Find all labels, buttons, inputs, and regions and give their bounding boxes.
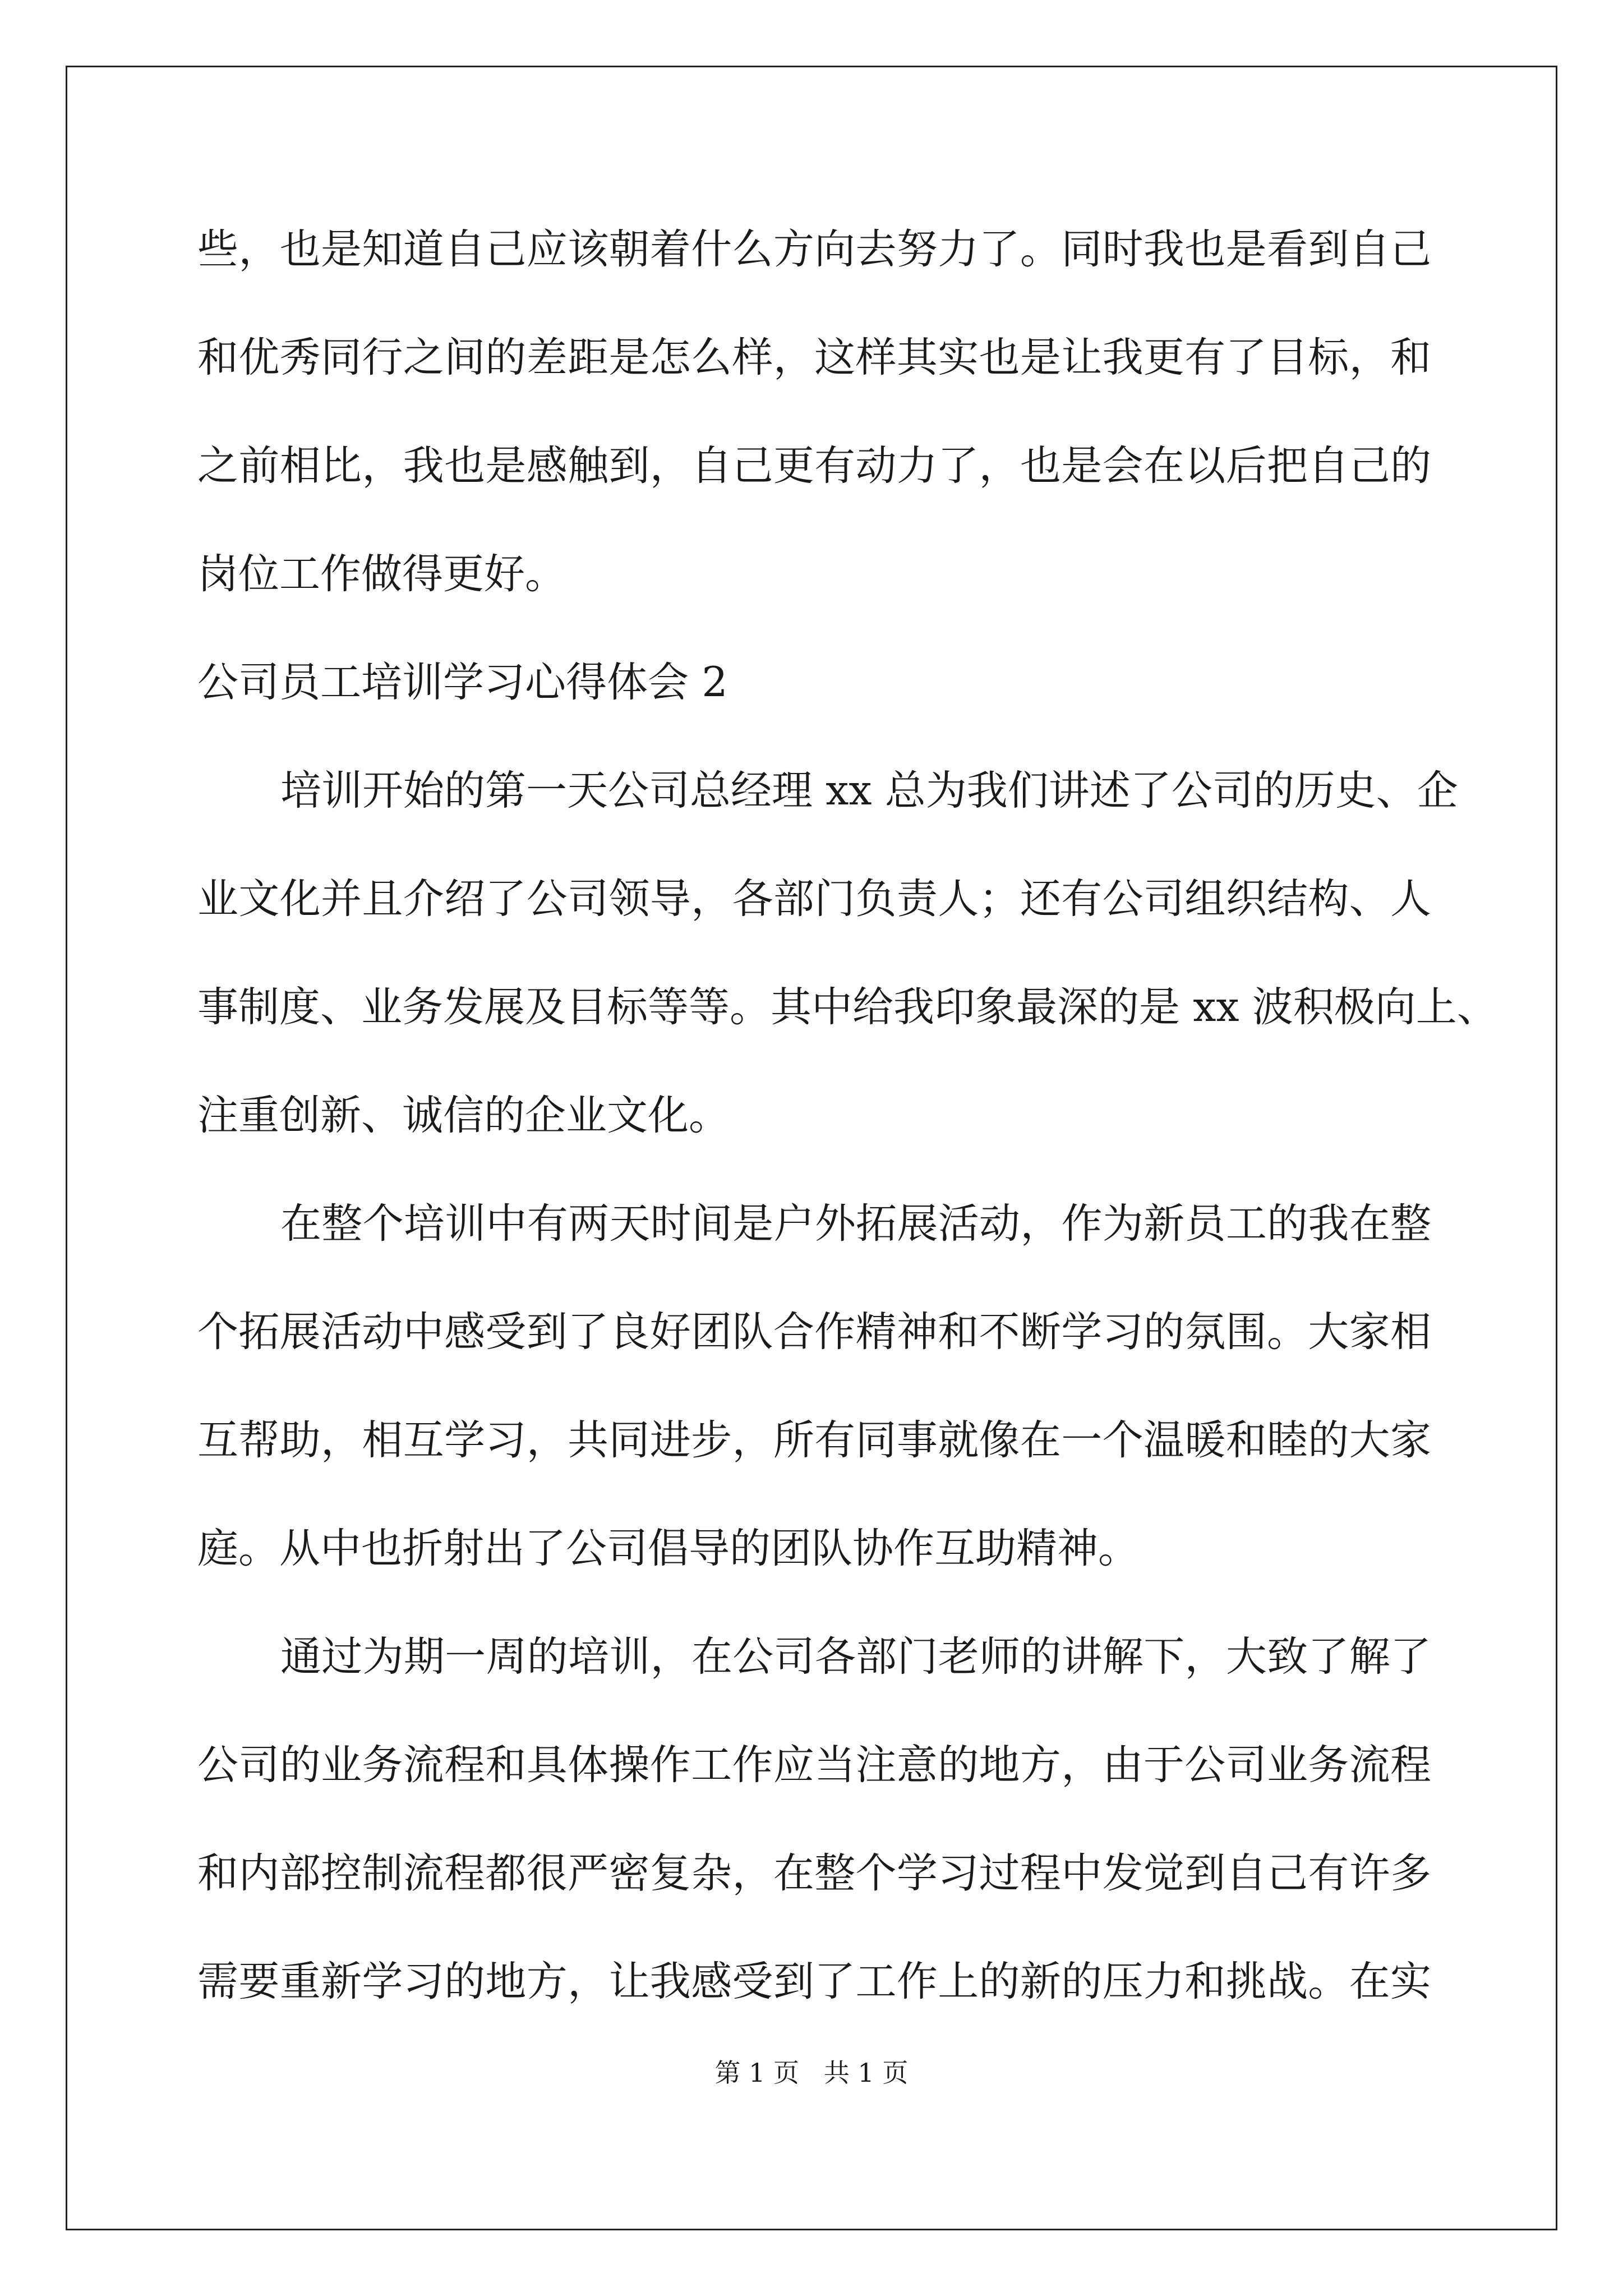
paragraph1-line-3: 事制度、业务发展及目标等等。其中给我印象最深的是 xx 波积极向上、	[197, 983, 1498, 1031]
paragraph2-line-1: 在整个培训中有两天时间是户外拓展活动，作为新员工的我在整	[280, 1200, 1431, 1248]
paragraph1-line-1: 培训开始的第一天公司总经理 xx 总为我们讲述了公司的历史、企	[280, 767, 1458, 815]
intro-line-2: 和优秀同行之间的差距是怎么样，这样其实也是让我更有了目标，和	[197, 334, 1431, 381]
intro-line-4: 岗位工作做得更好。	[197, 550, 566, 598]
paragraph1-line-2: 业文化并且介绍了公司领导，各部门负责人；还有公司组织结构、人	[197, 875, 1431, 923]
intro-line-3: 之前相比，我也是感触到，自己更有动力了，也是会在以后把自己的	[197, 442, 1431, 490]
paragraph3-line-4: 需要重新学习的地方，让我感受到了工作上的新的压力和挑战。在实	[197, 1958, 1431, 2005]
paragraph3-line-2: 公司的业务流程和具体操作工作应当注意的地方，由于公司业务流程	[197, 1741, 1431, 1789]
paragraph3-line-1: 通过为期一周的培训，在公司各部门老师的讲解下，大致了解了	[280, 1633, 1431, 1681]
page-footer: 第 1 页 共 1 页	[714, 2058, 909, 2088]
paragraph2-line-2: 个拓展活动中感受到了良好团队合作精神和不断学习的氛围。大家相	[197, 1308, 1431, 1356]
page-border	[66, 66, 1557, 2230]
paragraph1-line-4: 注重创新、诚信的企业文化。	[197, 1092, 730, 1139]
section-title: 公司员工培训学习心得体会 2	[197, 659, 728, 706]
paragraph2-line-4: 庭。从中也折射出了公司倡导的团队协作互助精神。	[197, 1525, 1139, 1572]
paragraph3-line-3: 和内部控制流程都很严密复杂，在整个学习过程中发觉到自己有许多	[197, 1849, 1431, 1897]
paragraph2-line-3: 互帮助，相互学习，共同进步，所有同事就像在一个温暖和睦的大家	[197, 1416, 1431, 1464]
intro-line-1: 些，也是知道自己应该朝着什么方向去努力了。同时我也是看到自己	[197, 226, 1431, 273]
